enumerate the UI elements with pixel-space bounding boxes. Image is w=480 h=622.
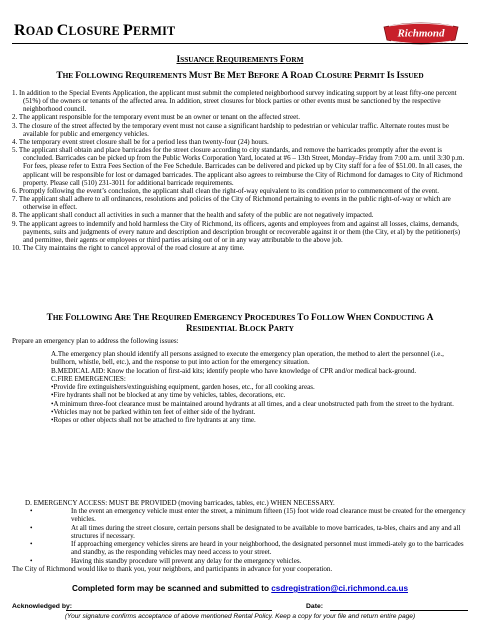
title-part: P: [123, 22, 134, 39]
fire-item-text: Provide fire extinguishers/extinguishing equipment, garden hoses, etc., for all cooking areas.: [53, 383, 315, 392]
submission-email-link[interactable]: csdregistration@ci.richmond.ca.us: [271, 584, 408, 593]
title-part: OAD: [25, 24, 57, 38]
requirements-list: [12, 89, 468, 252]
requirement-item: 10. The City maintains the right to cancel approval of the road closure at any time.: [12, 243, 245, 252]
issuance-heading: ISSUANCE REQUIREMENTS FORM: [176, 55, 304, 65]
requirement-item: 5. The applicant shall obtain and place barricades for the street closure according to city standards, and remove the barricades promptly after the event is concluded. Barricades can be picked up from the Public Works Corporation Yard, located at #6 – 13th Street, Monday–Friday from 7:00 a.m. until 3:30 p.m. For fees, please refer to Extra Fees Section of the Fee Schedule. Barricades can be delivered and picked up by City staff for a fee of $51.00. In all cases, the applicant will be responsible for lost or damaged barricades. The applicant also agrees to reimburse the City of Richmond for damages to City of Richmond property. Please call (510) 231-3011 for additional barricade requirements.: [12, 146, 465, 187]
bullet-icon: •: [51, 399, 54, 408]
page-title: [14, 22, 175, 40]
plan-item-d-heading: D. EMERGENCY ACCESS: MUST BE PROVIDED (moving barricades, tables, etc.) WHEN NECESSARY.: [25, 499, 335, 507]
requirement-item: 4. The temporary event street closure shall be for a period less than twenty-four (24) hours.: [12, 137, 269, 146]
requirement-item: 6. Promptly following the event’s conclusion, the applicant shall clean the right-of-way equivalent to its condition prior to commencement of the event.: [12, 186, 440, 195]
bullet-icon: •: [51, 408, 54, 417]
requirement-item: 1. In addition to the Special Events Application, the applicant must submit the completed neighborhood survey indicating support by at least fifty-one percent (51%) of the owners or tenants of the affected area. In addition, street closures for block parties or other events must be sanctioned by the respective neighborhood council.: [12, 89, 457, 114]
emergency-heading: [0, 312, 480, 334]
access-item-text: If approaching emergency vehicles sirens are heard in your neighborhood, the designated personnel must immedi-ately go to the barricades and standby, as the responding vehicles may need access to your street.: [71, 540, 464, 557]
bullet-icon: •: [30, 507, 33, 515]
emergency-access-list: [30, 507, 466, 565]
fire-item: [51, 416, 465, 424]
emergency-heading-line: THE FOLLOWING ARE THE REQUIRED EMERGENCY PROCEDURES TO FOLLOW WHEN CONDUCTING A: [46, 312, 434, 322]
thanks-text: The City of Richmond would like to thank you, your neighbors, and participants in advance for your cooperation.: [12, 565, 333, 573]
acknowledged-label: Acknowledged by:: [12, 603, 73, 610]
requirement-item: 2. The applicant responsible for the temporary event must be an owner or tenant on the affected street.: [12, 113, 300, 122]
requirement-item: 8. The applicant shall conduct all activities in such a manner that the health and safety of the public are not negatively impacted.: [12, 211, 374, 220]
title-part: ERMIT: [133, 24, 176, 38]
access-item: [30, 557, 466, 565]
requirement-item: 7. The applicant shall adhere to all ordinances, resolutions and policies of the City of Richmond pertaining to events in the public right-of-way or which are otherwise in effect.: [12, 195, 451, 212]
signature-line[interactable]: [66, 610, 272, 611]
title-part: C: [56, 22, 69, 39]
bullet-icon: •: [51, 416, 54, 425]
header-divider: [12, 43, 468, 44]
date-line[interactable]: [330, 610, 468, 611]
fire-item-text: Ropes or other objects shall not be attached to fire hydrants at any time.: [53, 416, 256, 425]
plan-item-c-heading: C.FIRE EMERGENCIES:: [51, 374, 126, 383]
submission-text: Completed form may be scanned and submitted to: [71, 584, 272, 593]
fire-item: [51, 383, 465, 391]
bullet-icon: •: [51, 383, 54, 392]
submission-instructions: [0, 584, 480, 593]
access-item: [30, 540, 466, 557]
access-item-text: In the event an emergency vehicle must enter the street, a minimum fifteen (15) foot wide road clearance must be created for the emergency vehicles.: [71, 507, 466, 524]
bullet-icon: •: [30, 540, 33, 548]
plan-item-a: A.The emergency plan should identify all persons assigned to execute the emergency plan operation, the method to alert the personnel (i.e., bullhorn, whistle, bell, etc.), and the response to put into action for the emergency situation.: [51, 350, 444, 367]
plan-item-b: B.MEDICAL AID: Know the location of first-aid kits; identify people who have knowledge of CPR and/or medical back-ground.: [51, 366, 417, 375]
access-item-text: Having this standby procedure will prevent any delay for the emergency vehicles.: [71, 556, 302, 565]
prepare-text: Prepare an emergency plan to address the following issues:: [12, 337, 179, 345]
fire-item: [51, 400, 465, 408]
bullet-icon: •: [51, 391, 54, 400]
signature-footnote: (Your signature confirms acceptance of above mentioned Rental Policy. Keep a copy for your file and return entire page): [64, 613, 416, 620]
requirement-item: 9. The applicant agrees to indemnify and hold harmless the City of Richmond, its officers, agents and employees from and against all losses, claims, demands, payments, suits and judgments of every nature and description and description brought or recoverable against it or them (the City, et al) by the petitioner(s) and permittee, their agents or employees or third parties arising out of or in any way attributable to the above job.: [12, 219, 461, 244]
access-item: [30, 507, 466, 524]
fire-item-text: A minimum three-foot clearance must be maintained around hydrants at all times, and a clear unobstructed path from the street to the hydrant.: [53, 399, 454, 408]
emergency-heading-line: RESIDENTIAL BLOCK PARTY: [185, 323, 294, 333]
title-part: LOSURE: [68, 24, 124, 38]
fire-item-text: Fire hydrants shall not be blocked at any time by vehicles, tables, decorations, etc.: [53, 391, 286, 400]
date-label: Date:: [306, 603, 323, 610]
bullet-icon: •: [30, 523, 33, 532]
logo-text: Richmond: [397, 27, 445, 40]
access-item-text: At all times during the street closure, certain persons shall be designated to be available to move barricades, ta-bles, chairs and any and all structures if necessary.: [71, 523, 461, 540]
fire-emergency-list: [51, 383, 465, 424]
fire-item-text: Vehicles may not be parked within ten feet of either side of the hydrant.: [53, 408, 256, 417]
fire-item: [51, 408, 465, 416]
access-item: [30, 524, 466, 541]
requirements-heading: THE FOLLOWING REQUIREMENTS MUST BE MET BEFORE A ROAD CLOSURE PERMIT IS ISSUED: [56, 71, 424, 81]
title-part: R: [14, 22, 26, 39]
fire-item: [51, 391, 465, 399]
bullet-icon: •: [30, 556, 33, 565]
emergency-plan: [51, 350, 465, 425]
requirement-item: 3. The closure of the street affected by the temporary event must not cause a significant hardship to pedestrian or vehicular traffic. Alternate routes must be available for public and emergency vehicles.: [12, 121, 449, 138]
